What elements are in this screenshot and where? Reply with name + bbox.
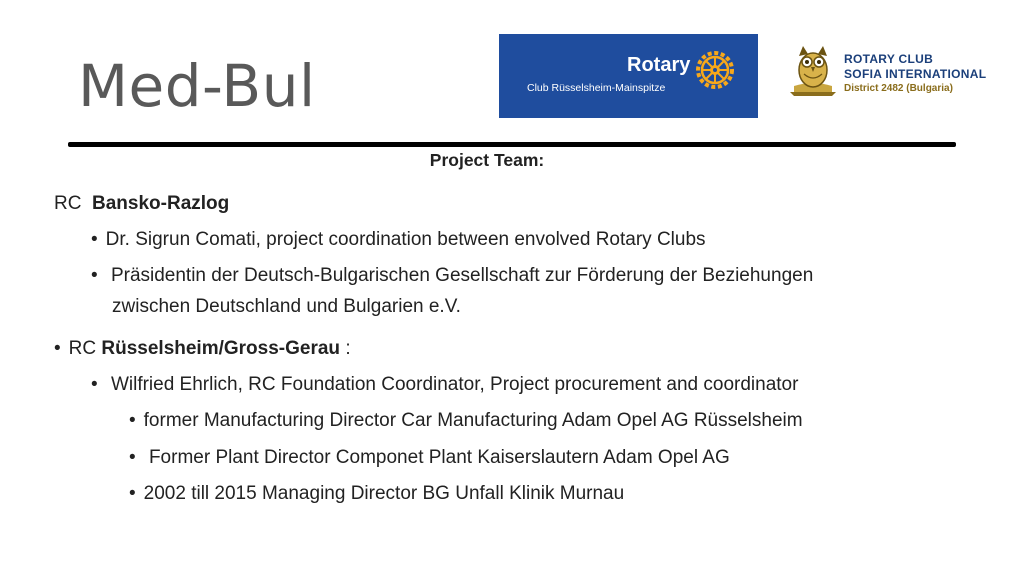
sub-list-item-text: Former Plant Director Componet Plant Kaiserslautern Adam Opel AG	[148, 447, 730, 468]
list-item-text: Wilfried Ehrlich, RC Foundation Coordinator, Project procurement and coordinator	[110, 374, 799, 395]
section-ruesselsheim-header	[54, 338, 351, 360]
list-item	[91, 374, 798, 396]
section-bansko-header	[54, 193, 229, 215]
section-prefix: RC	[54, 193, 82, 214]
list-item-text: Dr. Sigrun Comati, project coordination between envolved Rotary Clubs	[105, 229, 706, 250]
sub-list-item-text: 2002 till 2015 Managing Director BG Unfall Klinik Murnau	[143, 483, 625, 504]
section-suffix: :	[345, 338, 351, 359]
bullet-icon: •	[91, 374, 98, 395]
bullet-icon: •	[129, 447, 136, 468]
bullet-icon: •	[129, 483, 136, 504]
rotary-sofia-logo	[786, 42, 1006, 102]
rotary-logo-word: Rotary	[627, 54, 691, 76]
owl-icon	[786, 42, 840, 98]
list-item	[91, 229, 706, 251]
list-item	[91, 265, 813, 287]
bullet-icon: •	[91, 265, 98, 286]
rotary-wheel-icon	[695, 50, 735, 90]
bullet-icon: •	[91, 229, 98, 250]
project-team-heading: Project Team:	[429, 150, 545, 170]
club-name-bansko: Bansko-Razlog	[92, 193, 230, 214]
sub-list-item	[129, 483, 624, 505]
club-name-ruesselsheim: Rüsselsheim/Gross-Gerau	[101, 338, 341, 359]
sub-list-item	[129, 410, 803, 432]
slide-title: Med-Bul	[78, 52, 316, 120]
sub-list-item-text: former Manufacturing Director Car Manufacturing Adam Opel AG Rüsselsheim	[143, 410, 803, 431]
bullet-icon: •	[129, 410, 136, 431]
list-item-text: Präsidentin der Deutsch-Bulgarischen Gesellschaft zur Förderung der Beziehungen	[110, 265, 814, 286]
sub-list-item	[129, 447, 730, 469]
list-item-continuation: zwischen Deutschland und Bulgarien e.V.	[112, 296, 461, 317]
sofia-logo-district: District 2482 (Bulgaria)	[844, 83, 953, 94]
section-prefix: RC	[68, 338, 97, 359]
sofia-logo-line2: SOFIA INTERNATIONAL	[844, 67, 987, 81]
rotary-ruesselsheim-logo	[499, 34, 758, 118]
sofia-logo-line1: ROTARY CLUB	[844, 52, 934, 66]
bullet-icon: •	[54, 338, 61, 359]
title-divider	[68, 142, 956, 147]
rotary-logo-subtitle: Club Rüsselsheim-Mainspitze	[527, 82, 666, 94]
